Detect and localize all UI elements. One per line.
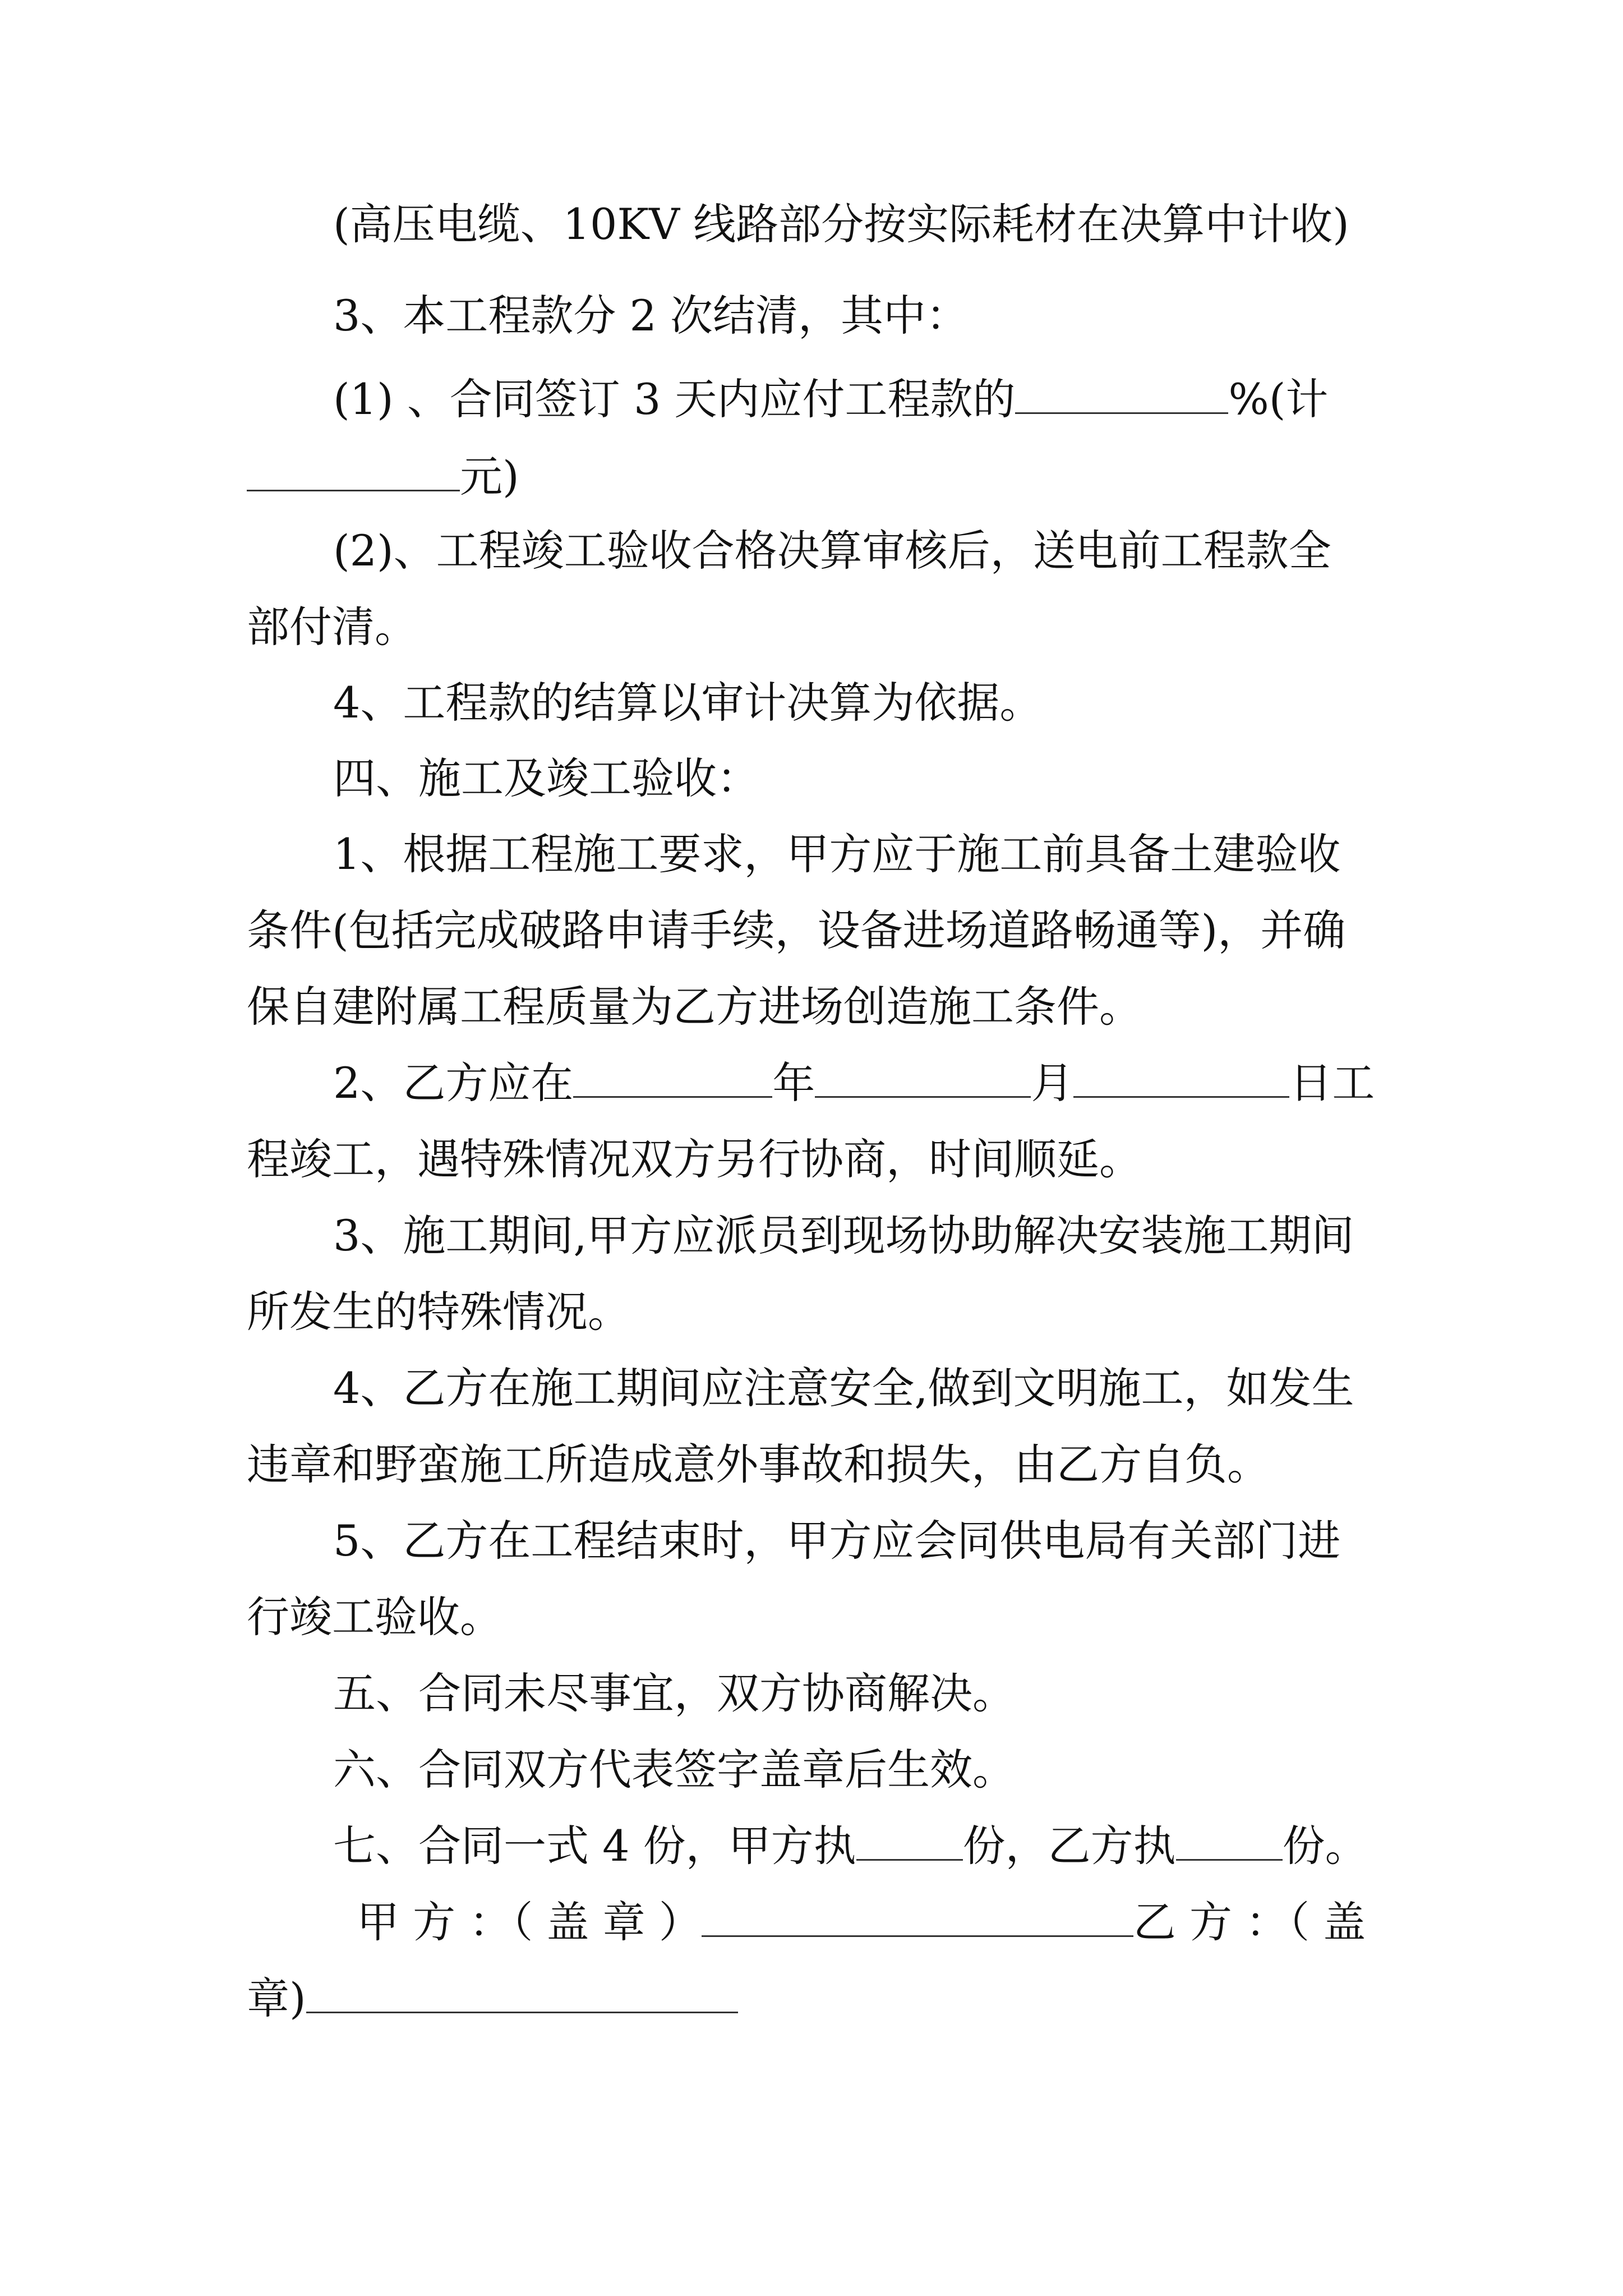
text-l12d: 日工 — [1289, 1058, 1375, 1108]
blank-percent — [1015, 373, 1228, 414]
para-material-note — [333, 194, 1349, 255]
text-l22a: 七、合同一式 4 份，甲方执 — [333, 1821, 856, 1871]
blank-year — [573, 1057, 772, 1098]
signature-line-cont — [247, 1968, 738, 2030]
text-l07: 4、工程款的结算以审计决算为依据。 — [333, 678, 1043, 728]
text-l12c: 月 — [1031, 1058, 1074, 1108]
para-4-3-cont — [247, 1281, 630, 1343]
text-l14: 3、施工期间,甲方应派员到现场协助解决安装施工期间 — [333, 1211, 1354, 1260]
para-4-5 — [333, 1510, 1340, 1572]
text-party-a-seal: 甲 方 ：（ 盖 章 ） — [357, 1897, 702, 1947]
para-payment-2 — [333, 520, 1331, 582]
para-settlement-basis — [333, 672, 1042, 734]
blank-copies-a — [856, 1820, 963, 1861]
text-l01: (高压电缆、10KV 线路部分按实际耗材在决算中计收) — [333, 199, 1349, 249]
text-l24: 章) — [247, 1973, 306, 2023]
section-6 — [333, 1739, 1015, 1801]
para-payment-1-cont — [247, 446, 519, 508]
text-l09: 1、根据工程施工要求，甲方应于施工前具备土建验收 — [333, 829, 1341, 879]
blank-amount — [247, 450, 460, 491]
para-4-1 — [333, 823, 1340, 885]
para-4-4 — [333, 1358, 1354, 1419]
text-l05: (2)、工程竣工验收合格决算审核后，送电前工程款全 — [333, 526, 1331, 576]
text-l16: 4、乙方在施工期间应注意安全,做到文明施工，如发生 — [333, 1363, 1354, 1413]
text-l02: 3、本工程款分 2 次结清，其中： — [333, 291, 969, 341]
text-l18: 5、乙方在工程结束时，甲方应会同供电局有关部门进 — [333, 1516, 1341, 1566]
blank-day — [1073, 1057, 1289, 1098]
para-4-2 — [333, 1052, 1375, 1114]
text-l12b: 年 — [772, 1058, 815, 1108]
blank-party-b-signature — [306, 1972, 738, 2013]
para-payment-1 — [333, 369, 1328, 430]
para-4-2-cont — [247, 1129, 1142, 1190]
blank-party-a-signature — [702, 1896, 1133, 1937]
text-l08: 四、施工及竣工验收： — [333, 753, 759, 803]
text-l13: 程竣工，遇特殊情况双方另行协商，时间顺延。 — [247, 1134, 1142, 1184]
para-4-5-cont — [247, 1586, 502, 1648]
text-l06: 部付清。 — [247, 602, 417, 652]
para-payment-terms — [333, 285, 969, 347]
text-l17: 违章和野蛮施工所造成意外事故和损失，由乙方自负。 — [247, 1439, 1270, 1489]
text-l22c: 份。 — [1282, 1821, 1368, 1871]
para-payment-2-cont — [247, 596, 417, 658]
blank-month — [815, 1057, 1031, 1098]
text-l21: 六、合同双方代表签字盖章后生效。 — [333, 1745, 1015, 1795]
para-4-1-cont — [247, 900, 1345, 961]
para-4-1-cont2 — [247, 976, 1142, 1038]
text-l10: 条件(包括完成破路申请手续，设备进场道路畅通等)，并确 — [247, 905, 1346, 955]
text-l03b: %(计 — [1228, 374, 1329, 424]
section-5 — [333, 1663, 1015, 1724]
text-l20: 五、合同未尽事宜，双方协商解决。 — [333, 1668, 1015, 1718]
text-l22b: 份，乙方执 — [962, 1821, 1176, 1871]
text-l15: 所发生的特殊情况。 — [247, 1287, 630, 1337]
text-l04: 元) — [460, 452, 519, 501]
para-4-3 — [333, 1205, 1354, 1267]
text-party-b-seal: 乙 方 ：（ 盖 — [1133, 1897, 1366, 1947]
text-l03a: (1) 、合同签订 3 天内应付工程款的 — [333, 374, 1016, 424]
signature-line — [357, 1892, 1366, 1953]
blank-copies-b — [1176, 1820, 1283, 1861]
text-l12a: 2、乙方应在 — [333, 1058, 574, 1108]
text-l19: 行竣工验收。 — [247, 1592, 502, 1642]
text-l11: 保自建附属工程质量为乙方进场创造施工条件。 — [247, 982, 1142, 1032]
section-7 — [333, 1815, 1368, 1877]
section-4-heading — [333, 748, 759, 809]
para-4-4-cont — [247, 1434, 1270, 1496]
